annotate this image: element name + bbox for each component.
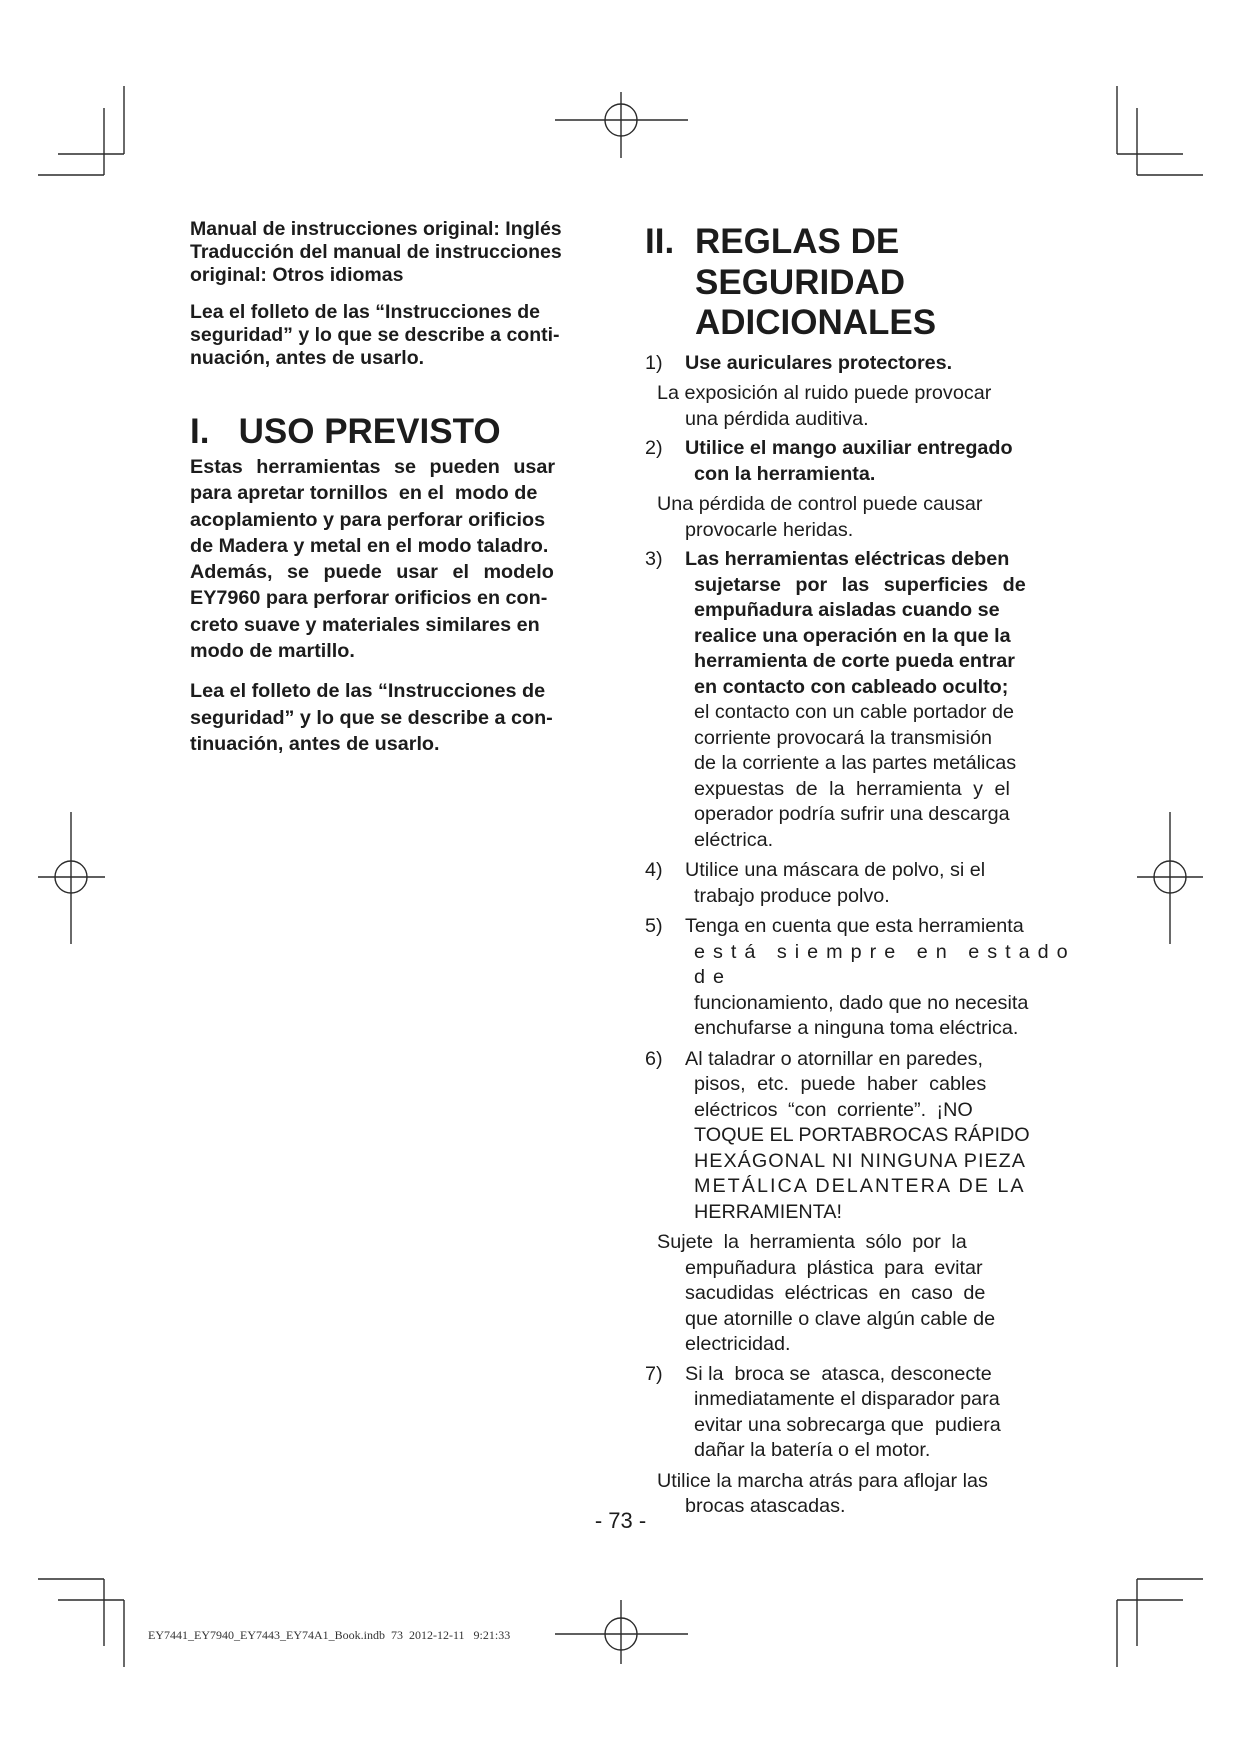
rule-7-detail: Utilice la marcha atrás para aflojar las brocas atascadas. [657,1469,988,1517]
manual-language-header: Manual de instrucciones original: Inglés Traducción del manual de instrucciones original: Otros idiomas [190,218,562,286]
rule-3: 3) Las herramientas eléctricas deben sujetarse por las superficies de empuñadura aisladas cuando se realice una operación en la que la herramienta de corte pueda entrar en contacto con cableado oculto; el contacto con un cable portador de corriente provocará la transmisión de la corriente a las partes metálicas expuestas de la herramienta y el operador podría sufrir una descarga eléctrica. [645,548,1026,851]
rule-7: 7) Si la broca se atasca, desconecte inmediatamente el disparador para evitar una sobrecarga que pudiera dañar la batería o el motor. [645,1362,1001,1461]
rule-2-detail: Una pérdida de control puede causar provocarle heridas. [657,493,983,541]
registration-mark-bottom [555,1600,688,1664]
rule-6: 6) Al taladrar o atornillar en paredes, pisos, etc. puede haber cables eléctricos “con corriente”. ¡NO TOQUE EL PORTABROCAS RÁPIDO HEXÁGONAL NI NINGUNA PIEZA METÁLICA DELANTERA DE LA HERRAMIENTA! [645,1047,1030,1223]
section-1-title: I. USO PREVISTO [190,412,501,451]
rule-1-detail: La exposición al ruido puede provocar una pérdida auditiva. [657,382,992,430]
page-number: - 73 - [594,1508,647,1533]
rule-2: 2) Utilice el mango auxiliar entregado con la herramienta. [645,437,1013,485]
section-1-body: Estas herramientas se pueden usar para apretar tornillos en el modo de acoplamiento y para perforar orificios de Madera y metal en el modo taladro. Además, se puede usar el modelo EY7960 para perforar orificios en con- creto suave y materiales similares en modo de martillo. [190,456,556,663]
registration-mark-left [38,812,105,944]
read-safety-note-bottom: Lea el folleto de las “Instrucciones de seguridad” y lo que se describe a con- tinuación, antes de usarlo. [190,680,553,755]
rule-6-detail: Sujete la herramienta sólo por la empuñadura plástica para evitar sacudidas eléctricas en caso de que atornille o clave algún cable de electricidad. [657,1231,996,1355]
left-column [190,218,602,757]
registration-mark-right [1137,812,1203,944]
section-2-title: II. REGLAS DE SEGURIDAD ADICIONALES [645,222,937,342]
registration-mark-top [555,92,688,158]
rule-1: 1) Use auriculares protectores. [645,351,953,374]
print-slug: EY7441_EY7940_EY7443_EY74A1_Book.indb 73 2012-12-11 9:21:33 [148,1628,511,1642]
rule-4: 4) Utilice una máscara de polvo, si el trabajo produce polvo. [645,859,986,907]
rule-5: 5) Tenga en cuenta que esta herramienta está siempre en estado de funcionamiento, dado que no necesita enchufarse a ninguna toma eléctrica. [645,915,1076,1039]
right-column [645,222,1085,1524]
read-safety-note-top: Lea el folleto de las “Instrucciones de seguridad” y lo que se describe a conti- nuación, antes de usarlo. [190,301,560,369]
